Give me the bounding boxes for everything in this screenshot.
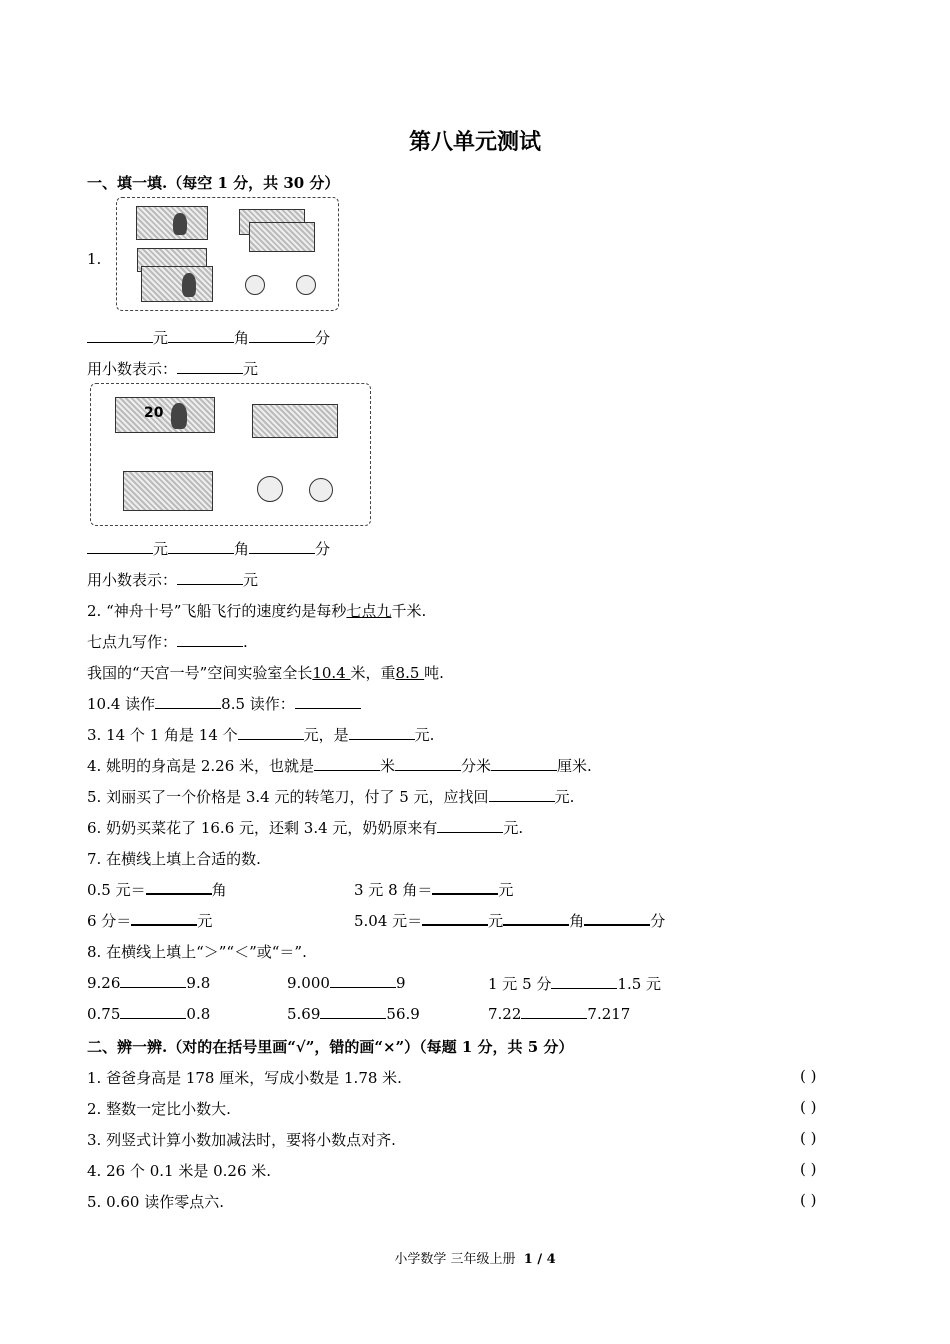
compare-item — [87, 1004, 210, 1023]
answer-blank[interactable] — [120, 1004, 186, 1019]
judge-item-5: 5. 0.60 读作零点六. — [87, 1193, 225, 1211]
answer-blank[interactable] — [131, 910, 197, 926]
coin-image — [257, 476, 283, 502]
decimal-prefix: 用小数表示： — [87, 571, 178, 589]
answer-blank[interactable] — [87, 539, 153, 554]
compare-right: 7.217 — [587, 1005, 631, 1023]
answer-blank[interactable] — [349, 725, 415, 740]
unit-label: 角 — [569, 912, 585, 930]
underlined-text: 10.4 — [312, 664, 351, 682]
coin-image — [245, 275, 265, 295]
section-1-heading: 一、填一填.（每空 1 分，共 30 分） — [87, 174, 340, 192]
compare-left: 5.69 — [287, 1005, 321, 1023]
unit-label: 元 — [243, 571, 259, 589]
banknote-image — [115, 397, 215, 433]
unit-label: 元 — [498, 881, 514, 899]
question-text: 0.5 元＝ — [87, 881, 146, 899]
compare-right: 9 — [395, 974, 406, 992]
section-2-heading: 二、辨一辨.（对的在括号里画“√”，错的画“×”）（每题 1 分，共 5 分） — [87, 1038, 574, 1056]
question-2-read — [87, 693, 361, 714]
answer-blank[interactable] — [87, 328, 153, 343]
compare-right: 1.5 元 — [617, 975, 662, 993]
unit-label: 角 — [234, 329, 250, 347]
coin-image — [309, 478, 333, 502]
decimal-line-1 — [87, 358, 258, 379]
unit-label: 分 — [315, 329, 331, 347]
question-7: 7. 在横线上填上合适的数. — [87, 850, 261, 868]
question-text: 吨. — [424, 664, 444, 682]
question-2-write — [87, 631, 248, 652]
question-2-b — [87, 662, 444, 683]
question-text: 元. — [554, 788, 575, 806]
answer-blank[interactable] — [177, 359, 243, 374]
answer-blank[interactable] — [437, 818, 503, 833]
question-text: 6. 奶奶买菜花了 16.6 元，还剩 3.4 元，奶奶原来有 — [87, 819, 438, 837]
money-image-1 — [116, 197, 339, 311]
question-3 — [87, 724, 434, 745]
question-text: 厘米. — [557, 757, 592, 775]
question-7-row-2a — [87, 910, 212, 931]
compare-right: 9.8 — [186, 974, 211, 992]
question-text: 七点九写作： — [87, 633, 178, 651]
question-text: 8.5 读作： — [221, 695, 295, 713]
compare-left: 7.22 — [488, 1005, 522, 1023]
portrait-image — [171, 403, 187, 429]
unit-label: 角 — [234, 540, 250, 558]
question-5 — [87, 786, 574, 807]
question-7-row-1a — [87, 879, 227, 900]
answer-blank[interactable] — [177, 632, 243, 647]
unit-label: 元 — [153, 540, 169, 558]
compare-item — [287, 1004, 420, 1023]
compare-right: 0.8 — [186, 1005, 211, 1023]
question-text: 4. 姚明的身高是 2.26 米，也就是 — [87, 757, 315, 775]
answer-blank[interactable] — [521, 1004, 587, 1019]
question-text: 米，重 — [350, 664, 396, 682]
answer-parentheses[interactable]: ( ) — [800, 1067, 817, 1085]
question-text: 3. 14 个 1 角是 14 个 — [87, 726, 238, 744]
judge-item-4: 4. 26 个 0.1 米是 0.26 米. — [87, 1162, 272, 1180]
question-text: 千米. — [391, 602, 427, 620]
unit-label: 元 — [243, 360, 259, 378]
question-text: 元，是 — [303, 726, 349, 744]
unit-label: 元 — [488, 912, 504, 930]
question-7-row-2b — [354, 910, 665, 931]
compare-left: 1 元 5 分 — [488, 975, 552, 993]
answer-parentheses[interactable]: ( ) — [800, 1129, 817, 1147]
coin-image — [296, 275, 316, 295]
underlined-text: 8.5 — [395, 664, 425, 682]
answer-blank[interactable] — [168, 539, 234, 554]
compare-left: 9.000 — [287, 974, 330, 992]
unit-label: 元 — [197, 912, 213, 930]
unit-label: 元 — [153, 329, 169, 347]
question-1-label: 1. — [87, 250, 102, 268]
banknote-image — [123, 471, 213, 511]
question-text: 2. “神舟十号”飞船飞行的速度约是每秒 — [87, 602, 347, 620]
answer-blank[interactable] — [177, 570, 243, 585]
answer-blank[interactable] — [249, 539, 315, 554]
page-footer — [0, 1248, 950, 1267]
answer-line-2 — [87, 538, 330, 559]
answer-blank[interactable] — [432, 879, 498, 895]
answer-parentheses[interactable]: ( ) — [800, 1191, 817, 1209]
judge-item-3: 3. 列竖式计算小数加减法时，要将小数点对齐. — [87, 1131, 396, 1149]
question-text: . — [243, 633, 248, 651]
question-6 — [87, 817, 523, 838]
footer-text: 小学数学 三年级上册 — [394, 1252, 516, 1267]
answer-blank[interactable] — [422, 910, 488, 926]
answer-blank[interactable] — [503, 910, 569, 926]
decimal-line-2 — [87, 569, 258, 590]
question-text: 5.04 元＝ — [354, 912, 423, 930]
question-8: 8. 在横线上填上“＞”“＜”或“＝”. — [87, 943, 307, 961]
answer-parentheses[interactable]: ( ) — [800, 1098, 817, 1116]
compare-right: 56.9 — [386, 1005, 420, 1023]
question-text: 3 元 8 角＝ — [354, 881, 433, 899]
banknote-image — [141, 266, 213, 302]
answer-blank[interactable] — [491, 756, 557, 771]
banknote-value: 20 — [144, 405, 164, 421]
question-text: 分米 — [461, 757, 492, 775]
question-text: 米 — [380, 757, 396, 775]
question-text: 我国的“天宫一号”空间实验室全长 — [87, 664, 313, 682]
answer-blank[interactable] — [320, 1004, 386, 1019]
banknote-image — [136, 206, 208, 240]
portrait-image — [173, 213, 187, 235]
unit-label: 分 — [650, 912, 666, 930]
question-text: 元. — [503, 819, 524, 837]
answer-blank[interactable] — [551, 974, 617, 989]
answer-blank[interactable] — [238, 725, 304, 740]
question-text: 10.4 读作 — [87, 695, 156, 713]
decimal-prefix: 用小数表示： — [87, 360, 178, 378]
unit-label: 分 — [315, 540, 331, 558]
answer-blank[interactable] — [489, 787, 555, 802]
answer-blank[interactable] — [249, 328, 315, 343]
portrait-image — [182, 273, 196, 297]
compare-item — [488, 973, 661, 994]
answer-blank[interactable] — [584, 910, 650, 926]
compare-item — [287, 973, 406, 992]
page-title: 第八单元测试 — [408, 129, 541, 155]
compare-left: 0.75 — [87, 1005, 121, 1023]
answer-blank[interactable] — [120, 973, 186, 988]
answer-blank[interactable] — [330, 973, 396, 988]
underlined-text: 七点九 — [346, 602, 392, 620]
answer-blank[interactable] — [168, 328, 234, 343]
answer-line-1 — [87, 327, 330, 348]
question-text: 6 分＝ — [87, 912, 132, 930]
judge-item-2: 2. 整数一定比小数大. — [87, 1100, 231, 1118]
question-4 — [87, 755, 592, 776]
judge-item-1: 1. 爸爸身高是 178 厘米，写成小数是 1.78 米. — [87, 1069, 402, 1087]
question-text: 5. 刘丽买了一个价格是 3.4 元的转笔刀，付了 5 元，应找回 — [87, 788, 489, 806]
unit-label: 角 — [211, 881, 227, 899]
answer-blank[interactable] — [295, 694, 361, 709]
answer-blank[interactable] — [155, 694, 221, 709]
page-number: 1 / 4 — [523, 1252, 556, 1267]
banknote-image — [249, 222, 315, 252]
banknote-image — [252, 404, 338, 438]
answer-blank[interactable] — [395, 756, 461, 771]
question-2 — [87, 600, 426, 621]
compare-item — [87, 973, 210, 992]
compare-item — [488, 1004, 630, 1023]
money-image-2 — [90, 383, 371, 526]
question-text: 元. — [414, 726, 435, 744]
question-7-row-1b — [354, 879, 513, 900]
answer-blank[interactable] — [146, 879, 212, 895]
answer-blank[interactable] — [314, 756, 380, 771]
answer-parentheses[interactable]: ( ) — [800, 1160, 817, 1178]
compare-left: 9.26 — [87, 974, 121, 992]
